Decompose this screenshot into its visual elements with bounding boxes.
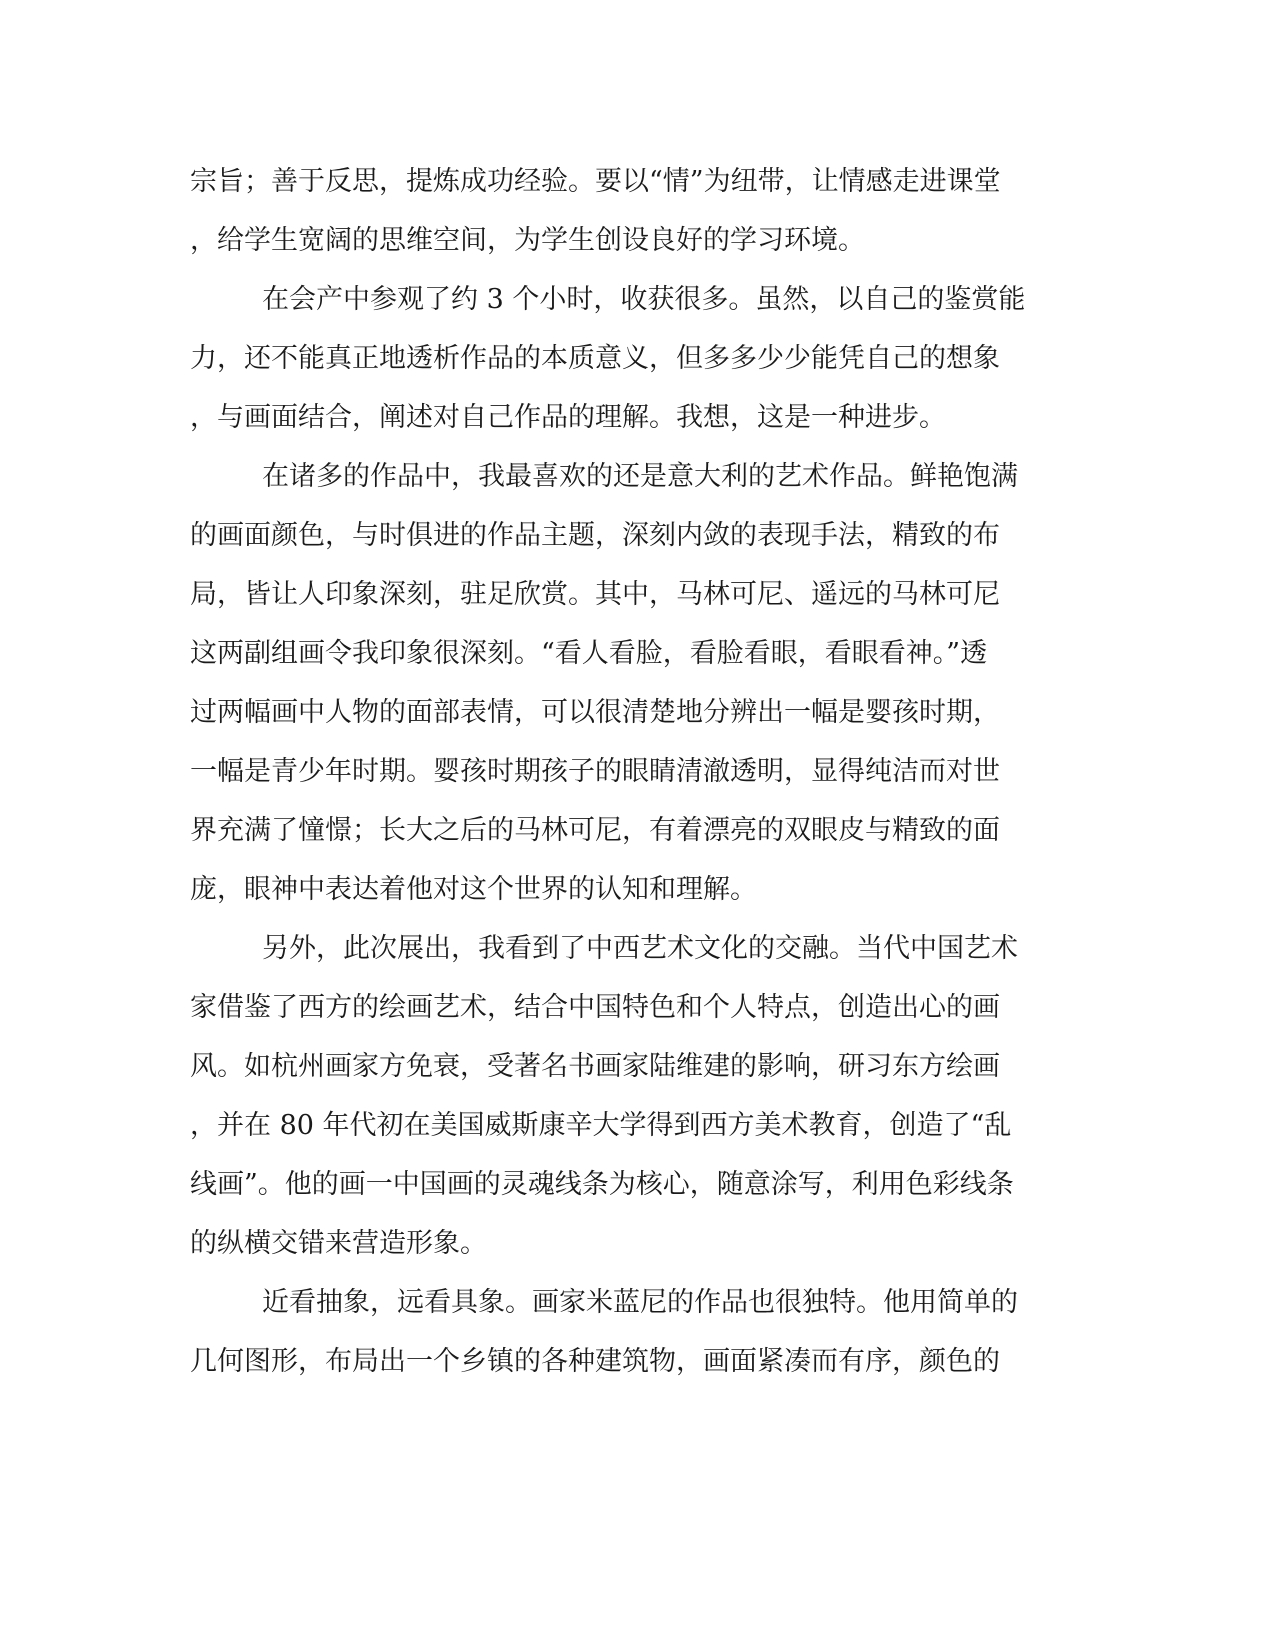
text-line: ，并在 80 年代初在美国威斯康辛大学得到西方美术教育，创造了“乱 — [190, 1110, 1012, 1141]
text-line: 这两副组画令我印象很深刻。“看人看脸，看脸看眼，看眼看神。”透 — [190, 638, 988, 669]
text-line: 过两幅画中人物的面部表情，可以很清楚地分辨出一幅是婴孩时期， — [190, 697, 1000, 728]
text-line: 一幅是青少年时期。婴孩时期孩子的眼睛清澈透明，显得纯洁而对世 — [190, 756, 1000, 787]
text-line: 线画”。他的画一中国画的灵魂线条为核心，随意涂写，利用色彩线条 — [190, 1169, 1014, 1200]
text-line: 风。如杭州画家方免衰，受著名书画家陆维建的影响，研习东方绘画 — [190, 1051, 1000, 1082]
text-line: 的画面颜色，与时俱进的作品主题，深刻内敛的表现手法，精致的布 — [190, 520, 1000, 551]
text-line: ，给学生宽阔的思维空间，为学生创设良好的学习环境。 — [190, 225, 865, 256]
text-line: 界充满了憧憬；长大之后的马林可尼，有着漂亮的双眼皮与精致的面 — [190, 815, 1000, 846]
text-line: 力，还不能真正地透析作品的本质意义，但多多少少能凭自己的想象 — [190, 343, 1000, 374]
text-line: 宗旨；善于反思，提炼成功经验。要以“情”为纽带，让情感走进课堂 — [190, 166, 1001, 197]
text-line: 局，皆让人印象深刻，驻足欣赏。其中，马林可尼、遥远的马林可尼 — [190, 579, 1000, 610]
text-line: ，与画面结合，阐述对自己作品的理解。我想，这是一种进步。 — [190, 402, 946, 433]
paragraph-first-line: 另外，此次展出，我看到了中西艺术文化的交融。当代中国艺术 — [262, 933, 1018, 964]
text-line: 庞，眼神中表达着他对这个世界的认知和理解。 — [190, 874, 757, 905]
paragraph-first-line: 在诸多的作品中，我最喜欢的还是意大利的艺术作品。鲜艳饱满 — [262, 461, 1018, 492]
text-line: 几何图形，布局出一个乡镇的各种建筑物，画面紧凑而有序，颜色的 — [190, 1346, 1000, 1377]
text-line: 家借鉴了西方的绘画艺术，结合中国特色和个人特点，创造出心的画 — [190, 992, 1000, 1023]
text-line: 的纵横交错来营造形象。 — [190, 1228, 487, 1259]
paragraph-first-line: 近看抽象，远看具象。画家米蓝尼的作品也很独特。他用简单的 — [262, 1287, 1018, 1318]
paragraph-first-line: 在会产中参观了约 3 个小时，收获很多。虽然，以自己的鉴赏能 — [262, 284, 1026, 315]
